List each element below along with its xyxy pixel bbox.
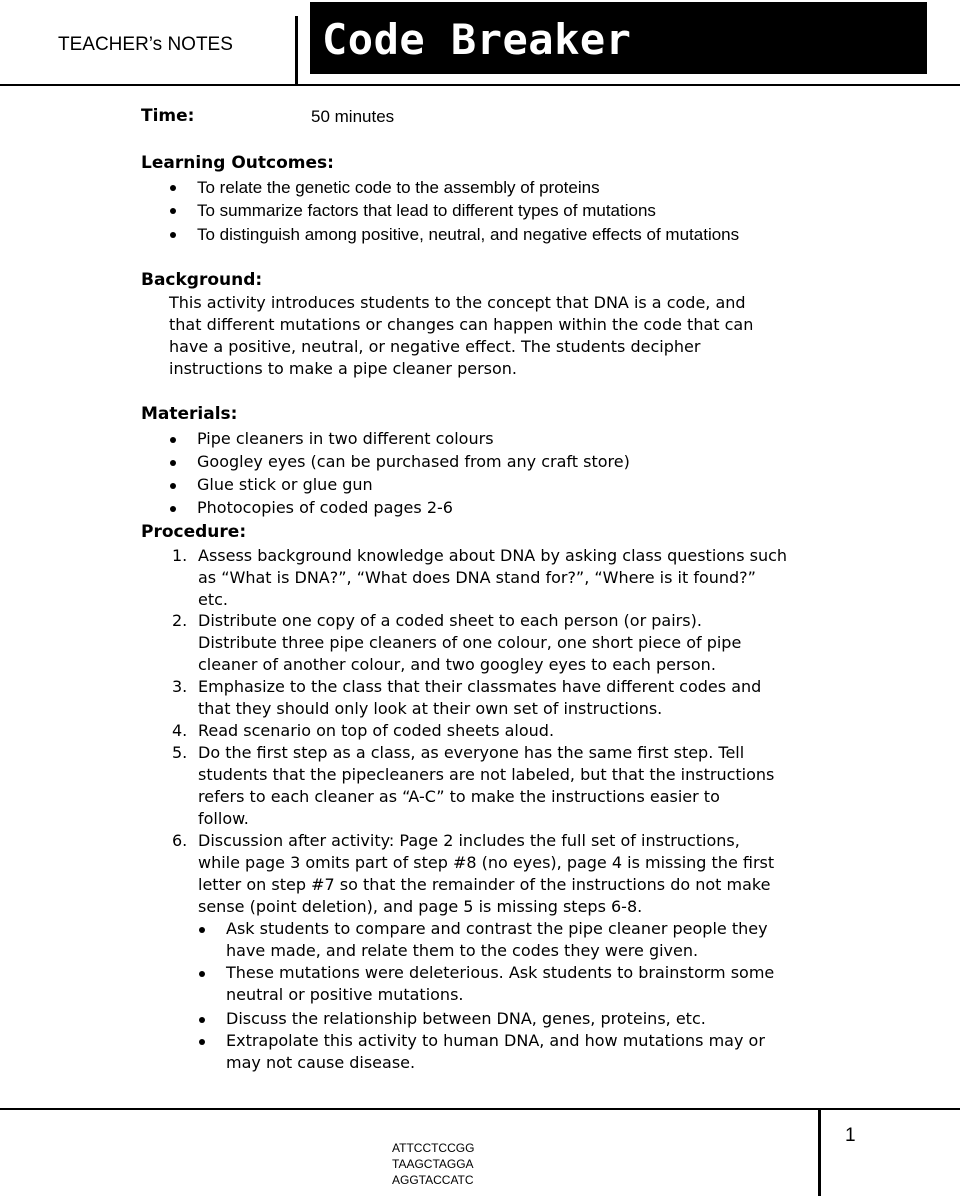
step-line: while page 3 omits part of step #8 (no eyes), page 4 is missing the first	[198, 853, 775, 872]
footer-divider	[818, 1108, 821, 1196]
step-line: Do the first step as a class, as everyone has the same first step. Tell	[198, 743, 745, 762]
bullet-icon	[170, 506, 176, 512]
page-title: Code Breaker	[322, 15, 632, 64]
outcome-item: To distinguish among positive, neutral, and negative effects of mutations	[197, 225, 740, 244]
header-rule	[0, 84, 960, 86]
step-number: 4.	[172, 721, 188, 740]
material-item: Glue stick or glue gun	[197, 475, 373, 494]
step-line: that they should only look at their own set of instructions.	[198, 699, 663, 718]
bullet-icon	[170, 232, 176, 238]
procedure-heading: Procedure:	[141, 522, 247, 542]
discussion-item: Ask students to compare and contrast the pipe cleaner people they	[226, 919, 768, 938]
bullet-icon	[170, 437, 176, 443]
background-line: have a positive, neutral, or negative effect. The students decipher	[169, 337, 701, 356]
dna-sequence: TAAGCTAGGA	[392, 1157, 474, 1171]
step-line: Assess background knowledge about DNA by asking class questions such	[198, 546, 788, 565]
bullet-icon	[199, 1017, 205, 1023]
step-line: etc.	[198, 590, 228, 609]
step-line: Emphasize to the class that their classmates have different codes and	[198, 677, 762, 696]
step-line: as “What is DNA?”, “What does DNA stand for?”, “Where is it found?”	[198, 568, 756, 587]
discussion-item: Discuss the relationship between DNA, genes, proteins, etc.	[226, 1009, 706, 1028]
background-line: instructions to make a pipe cleaner person.	[169, 359, 517, 378]
bullet-icon	[170, 483, 176, 489]
discussion-item: These mutations were deleterious. Ask students to brainstorm some	[226, 963, 775, 982]
background-line: This activity introduces students to the concept that DNA is a code, and	[169, 293, 746, 312]
learning-outcomes-heading: Learning Outcomes:	[141, 153, 334, 173]
discussion-item: have made, and relate them to the codes they were given.	[226, 941, 699, 960]
background-line: that different mutations or changes can happen within the code that can	[169, 315, 754, 334]
discussion-item: neutral or positive mutations.	[226, 985, 464, 1004]
outcome-item: To relate the genetic code to the assembly of proteins	[197, 178, 600, 197]
step-number: 5.	[172, 743, 188, 762]
step-line: Read scenario on top of coded sheets aloud.	[198, 721, 555, 740]
dna-sequence: AGGTACCATC	[392, 1173, 474, 1187]
outcome-item: To summarize factors that lead to different types of mutations	[197, 201, 656, 220]
bullet-icon	[199, 971, 205, 977]
step-line: cleaner of another colour, and two googley eyes to each person.	[198, 655, 716, 674]
discussion-item: may not cause disease.	[226, 1053, 416, 1072]
dna-sequence: ATTCCTCCGG	[392, 1141, 475, 1155]
step-line: Distribute one copy of a coded sheet to each person (or pairs).	[198, 611, 702, 630]
step-number: 6.	[172, 831, 188, 850]
step-line: letter on step #7 so that the remainder of the instructions do not make	[198, 875, 771, 894]
bullet-icon	[170, 185, 176, 191]
step-number: 1.	[172, 546, 188, 565]
bullet-icon	[199, 927, 205, 933]
step-line: sense (point deletion), and page 5 is missing steps 6-8.	[198, 897, 643, 916]
discussion-item: Extrapolate this activity to human DNA, and how mutations may or	[226, 1031, 765, 1050]
step-line: Distribute three pipe cleaners of one colour, one short piece of pipe	[198, 633, 742, 652]
material-item: Photocopies of coded pages 2-6	[197, 498, 453, 517]
page-number: 1	[845, 1125, 856, 1146]
time-label: Time:	[141, 106, 195, 126]
material-item: Pipe cleaners in two different colours	[197, 429, 494, 448]
teacher-notes-label: TEACHER’s NOTES	[58, 34, 233, 55]
step-number: 2.	[172, 611, 188, 630]
material-item: Googley eyes (can be purchased from any craft store)	[197, 452, 630, 471]
step-line: students that the pipecleaners are not labeled, but that the instructions	[198, 765, 775, 784]
header-divider	[295, 16, 298, 86]
time-value: 50 minutes	[311, 107, 395, 126]
background-heading: Background:	[141, 270, 263, 290]
materials-heading: Materials:	[141, 404, 238, 424]
step-line: Discussion after activity: Page 2 includes the full set of instructions,	[198, 831, 740, 850]
bullet-icon	[170, 208, 176, 214]
footer-rule	[0, 1108, 960, 1110]
bullet-icon	[199, 1039, 205, 1045]
step-number: 3.	[172, 677, 188, 696]
step-line: refers to each cleaner as “A-C” to make the instructions easier to	[198, 787, 720, 806]
step-line: follow.	[198, 809, 249, 828]
bullet-icon	[170, 460, 176, 466]
